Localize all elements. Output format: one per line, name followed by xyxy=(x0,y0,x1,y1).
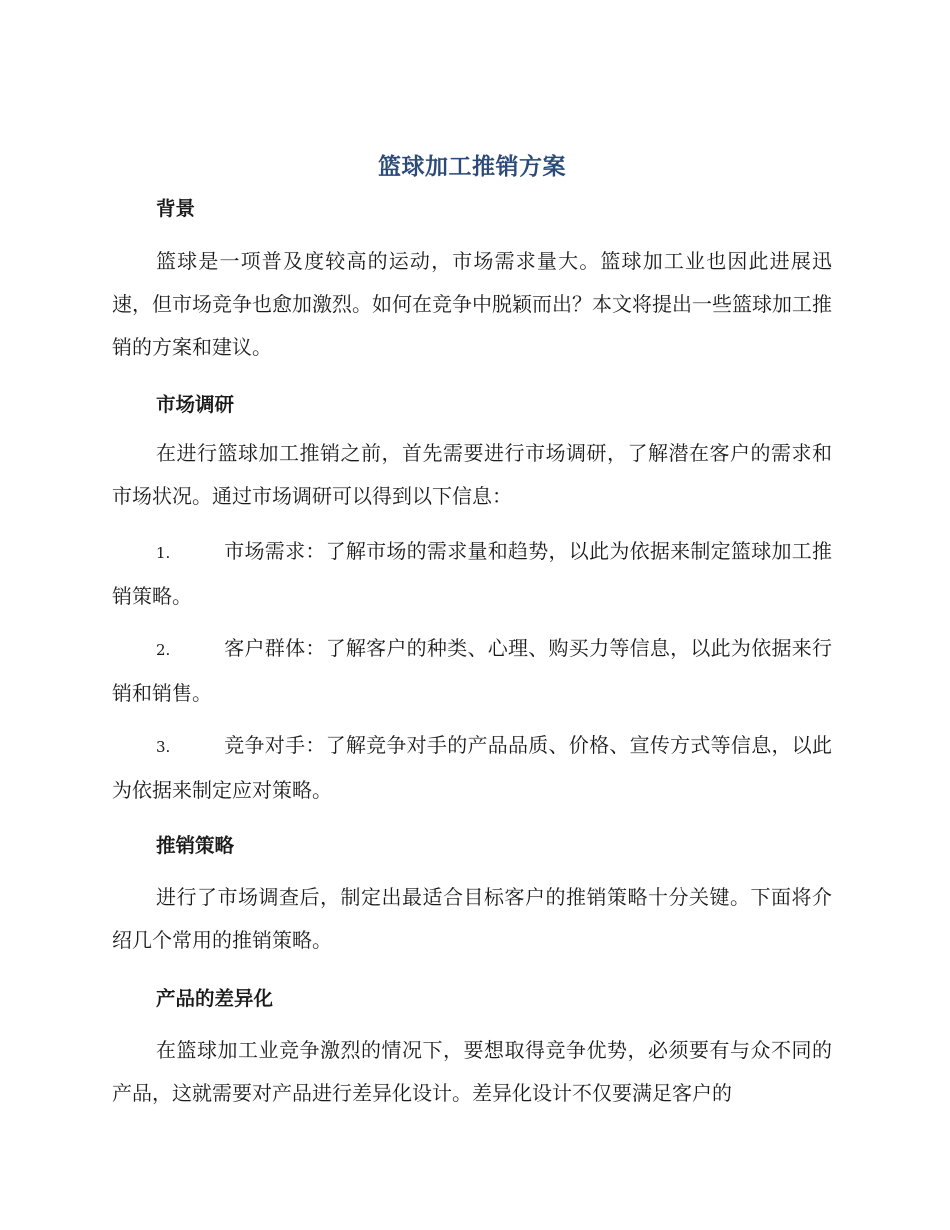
list-item-text: 市场需求：了解市场的需求量和趋势，以此为依据来制定篮球加工推销策略。 xyxy=(112,539,832,608)
list-item-text: 客户群体：了解客户的种类、心理、购买力等信息，以此为依据来行销和销售。 xyxy=(112,636,832,705)
list-item-number: 3. xyxy=(156,738,171,756)
list-item xyxy=(112,724,832,812)
list-item xyxy=(112,627,832,715)
list-item xyxy=(112,530,832,618)
paragraph-market-research: 在进行篮球加工推销之前，首先需要进行市场调研，了解潜在客户的需求和市场状况。通过市场调研可以得到以下信息： xyxy=(112,441,832,508)
heading-market-research: 市场调研 xyxy=(156,393,235,416)
heading-strategy: 推销策略 xyxy=(156,834,235,857)
paragraph-strategy: 进行了市场调查后，制定出最适合目标客户的推销策略十分关键。下面将介绍几个常用的推销策略。 xyxy=(112,885,832,952)
list-item-number: 2. xyxy=(156,641,171,659)
document-title: 篮球加工推销方案 xyxy=(378,154,566,180)
heading-background: 背景 xyxy=(156,197,196,220)
list-item-number: 1. xyxy=(156,544,171,562)
paragraph-differentiation: 在篮球加工业竞争激烈的情况下，要想取得竞争优势，必须要有与众不同的产品，这就需要对产品进行差异化设计。差异化设计不仅要满足客户的 xyxy=(112,1038,832,1105)
list-item-text: 竞争对手：了解竞争对手的产品品质、价格、宣传方式等信息，以此为依据来制定应对策略。 xyxy=(112,733,832,802)
heading-differentiation: 产品的差异化 xyxy=(156,987,274,1010)
paragraph-background: 篮球是一项普及度较高的运动，市场需求量大。篮球加工业也因此进展迅速，但市场竞争也愈加激烈。如何在竞争中脱颖而出？本文将提出一些篮球加工推销的方案和建议。 xyxy=(112,249,832,359)
